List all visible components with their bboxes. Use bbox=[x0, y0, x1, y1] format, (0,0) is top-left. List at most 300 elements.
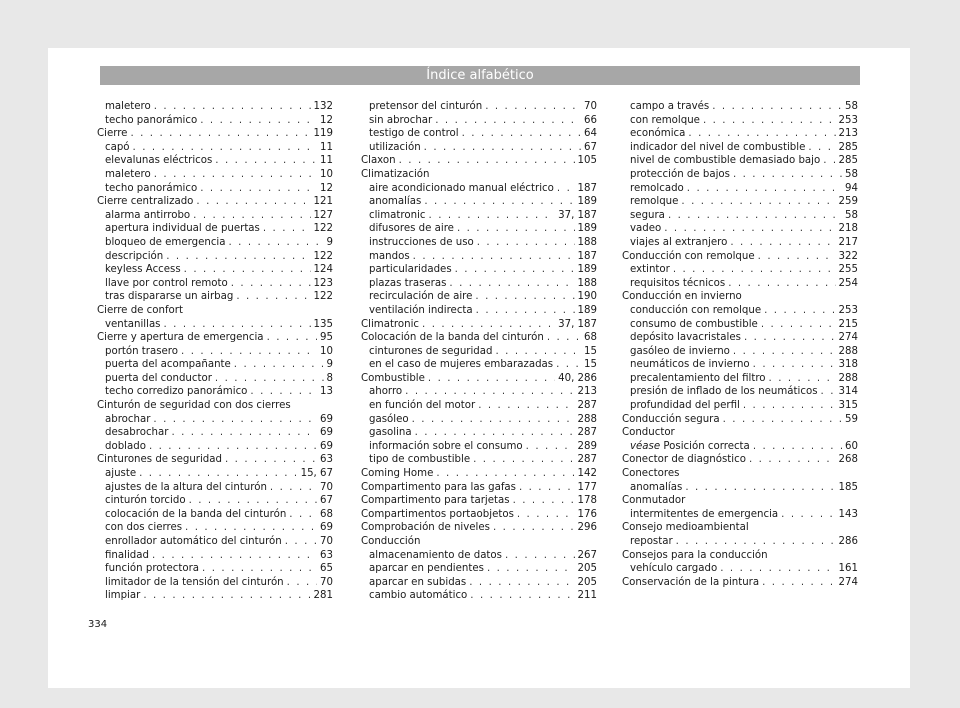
index-term: Comprobación de niveles bbox=[361, 522, 490, 534]
index-subentry bbox=[361, 549, 597, 563]
leader-dots bbox=[229, 236, 324, 250]
index-term: capó bbox=[105, 141, 130, 153]
page-reference: 69 bbox=[320, 413, 333, 425]
page-reference: 58 bbox=[845, 168, 858, 180]
leader-dots bbox=[469, 576, 574, 590]
index-subentry bbox=[361, 222, 597, 236]
page-reference: 177 bbox=[577, 481, 597, 493]
index-subentry bbox=[622, 209, 858, 223]
leader-dots bbox=[720, 562, 835, 576]
index-entry bbox=[361, 372, 597, 386]
leader-dots bbox=[415, 426, 575, 440]
index-subentry bbox=[622, 481, 858, 495]
page-reference: 15, 67 bbox=[300, 468, 333, 480]
index-term: particularidades bbox=[369, 264, 452, 276]
index-subentry bbox=[97, 345, 333, 359]
index-subentry bbox=[97, 589, 333, 603]
page-reference: 176 bbox=[577, 508, 597, 520]
page-reference: 255 bbox=[838, 264, 858, 276]
index-term: Compartimentos portaobjetos bbox=[361, 508, 514, 520]
index-subentry bbox=[622, 277, 858, 291]
index-term: ventilación indirecta bbox=[369, 304, 473, 316]
index-term: techo panorámico bbox=[105, 182, 198, 194]
index-term: Conservación de la pintura bbox=[622, 576, 760, 588]
index-term: Consejos para la conducción bbox=[622, 549, 768, 561]
page-reference: 296 bbox=[577, 522, 597, 534]
leader-dots bbox=[733, 345, 836, 359]
leader-dots bbox=[436, 467, 574, 481]
index-subentry bbox=[97, 318, 333, 332]
index-term: tras dispararse un airbag bbox=[105, 291, 234, 303]
page-reference: 217 bbox=[838, 236, 858, 248]
page-reference: 259 bbox=[838, 196, 858, 208]
leader-dots bbox=[744, 331, 836, 345]
page-reference: 59 bbox=[845, 413, 858, 425]
index-subentry bbox=[361, 127, 597, 141]
index-entry bbox=[97, 399, 333, 413]
index-subentry bbox=[361, 399, 597, 413]
index-term: campo a través bbox=[630, 101, 710, 112]
index-subentry bbox=[622, 141, 858, 155]
index-term: repostar bbox=[630, 536, 673, 547]
index-subentry bbox=[97, 182, 333, 196]
page-reference: 211 bbox=[577, 590, 597, 602]
index-term: vehículo cargado bbox=[630, 563, 718, 575]
page-reference: 15 bbox=[584, 359, 597, 371]
leader-dots bbox=[196, 195, 310, 209]
index-term: anomalías bbox=[630, 481, 683, 493]
index-term: remolque bbox=[630, 196, 679, 208]
page-reference: 127 bbox=[313, 209, 333, 221]
index-subentry bbox=[361, 385, 597, 399]
index-entry bbox=[622, 250, 858, 264]
page-reference: 268 bbox=[838, 454, 858, 466]
index-term: puerta del acompañante bbox=[105, 359, 231, 371]
leader-dots bbox=[688, 127, 835, 141]
leader-dots bbox=[184, 263, 311, 277]
leader-dots bbox=[130, 127, 310, 141]
page-reference: 254 bbox=[838, 277, 858, 289]
index-subentry bbox=[361, 263, 597, 277]
index-entry bbox=[361, 168, 597, 182]
leader-dots bbox=[429, 209, 556, 223]
page-reference: 318 bbox=[838, 359, 858, 371]
index-term: Cinturón de seguridad con dos cierres bbox=[97, 400, 291, 412]
index-subentry bbox=[622, 345, 858, 359]
index-entry bbox=[622, 576, 858, 590]
leader-dots bbox=[289, 508, 317, 522]
leader-dots bbox=[712, 100, 842, 114]
index-term: doblado bbox=[105, 440, 146, 452]
index-subentry bbox=[622, 331, 858, 345]
index-term: precalentamiento del filtro bbox=[630, 372, 766, 384]
leader-dots bbox=[668, 209, 842, 223]
index-subentry bbox=[97, 576, 333, 590]
index-entry bbox=[361, 481, 597, 495]
leader-dots bbox=[478, 399, 574, 413]
index-subentry bbox=[97, 100, 333, 114]
page-reference: 188 bbox=[577, 236, 597, 248]
index-term: aparcar en subidas bbox=[369, 576, 467, 588]
page-reference: 281 bbox=[313, 590, 333, 602]
leader-dots bbox=[424, 141, 581, 155]
index-term: alarma antirrobo bbox=[105, 209, 191, 221]
leader-dots bbox=[676, 535, 836, 549]
page-reference: 11 bbox=[320, 141, 333, 153]
index-subentry bbox=[97, 114, 333, 128]
page-reference: 68 bbox=[584, 332, 597, 344]
index-subentry bbox=[361, 345, 597, 359]
page-reference: 63 bbox=[320, 549, 333, 561]
page-reference: 68 bbox=[320, 508, 333, 520]
page-reference: 143 bbox=[838, 508, 858, 520]
index-term: en función del motor bbox=[369, 400, 476, 412]
index-term: almacenamiento de datos bbox=[369, 549, 502, 561]
index-term: Claxon bbox=[361, 155, 396, 167]
index-term: nivel de combustible demasiado bajo bbox=[630, 155, 821, 167]
leader-dots bbox=[762, 576, 835, 590]
page-reference: 213 bbox=[838, 128, 858, 140]
index-subentry bbox=[361, 304, 597, 318]
index-entry bbox=[361, 521, 597, 535]
page-reference: 189 bbox=[577, 196, 597, 208]
index-subentry bbox=[622, 535, 858, 549]
page-reference: 289 bbox=[577, 440, 597, 452]
index-term: desabrochar bbox=[105, 427, 169, 439]
index-subentry bbox=[361, 358, 597, 372]
index-entry bbox=[622, 494, 858, 508]
leader-dots bbox=[231, 277, 311, 291]
leader-dots bbox=[703, 114, 836, 128]
index-subentry bbox=[622, 236, 858, 250]
page-reference: 178 bbox=[577, 495, 597, 507]
index-term: climatronic bbox=[369, 209, 426, 221]
index-subentry bbox=[97, 290, 333, 304]
index-term: testigo de control bbox=[369, 128, 459, 140]
page-reference: 189 bbox=[577, 264, 597, 276]
leader-dots bbox=[517, 508, 575, 522]
index-term: pretensor del cinturón bbox=[369, 101, 483, 112]
leader-dots bbox=[267, 331, 317, 345]
index-entry bbox=[622, 290, 858, 304]
index-subentry bbox=[622, 440, 858, 454]
index-subentry bbox=[97, 250, 333, 264]
page-reference: 13 bbox=[320, 386, 333, 398]
leader-dots bbox=[202, 562, 317, 576]
index-term: tipo de combustible bbox=[369, 454, 471, 466]
index-column-2 bbox=[361, 100, 597, 603]
index-subentry bbox=[361, 141, 597, 155]
index-subentry bbox=[361, 440, 597, 454]
leader-dots bbox=[473, 453, 574, 467]
index-term: cambio automático bbox=[369, 590, 468, 602]
index-subentry bbox=[361, 209, 597, 223]
page-reference: 287 bbox=[577, 427, 597, 439]
page-reference: 188 bbox=[577, 277, 597, 289]
index-entry bbox=[622, 549, 858, 563]
index-term: profundidad del perfil bbox=[630, 400, 740, 412]
index-term: recirculación de aire bbox=[369, 291, 473, 303]
index-term: portón trasero bbox=[105, 345, 179, 357]
index-term: conducción con remolque bbox=[630, 304, 762, 316]
index-subentry bbox=[97, 385, 333, 399]
index-subentry bbox=[361, 589, 597, 603]
page-reference: 288 bbox=[577, 413, 597, 425]
index-entry bbox=[361, 467, 597, 481]
index-term: con dos cierres bbox=[105, 522, 183, 534]
page-reference: 95 bbox=[320, 332, 333, 344]
index-term: enrollador automático del cinturón bbox=[105, 536, 282, 547]
index-term: sin abrochar bbox=[369, 114, 433, 126]
leader-dots bbox=[457, 222, 575, 236]
index-term: con remolque bbox=[630, 114, 700, 126]
page-reference: 185 bbox=[838, 481, 858, 493]
index-subentry bbox=[361, 195, 597, 209]
leader-dots bbox=[185, 521, 317, 535]
index-subentry bbox=[97, 141, 333, 155]
page-reference: 10 bbox=[320, 345, 333, 357]
leader-dots bbox=[154, 168, 317, 182]
page-reference: 58 bbox=[845, 101, 858, 112]
index-subentry bbox=[97, 426, 333, 440]
leader-dots bbox=[761, 318, 836, 332]
leader-dots bbox=[687, 182, 842, 196]
index-term: Conducción bbox=[361, 536, 421, 547]
leader-dots bbox=[225, 453, 317, 467]
index-term: instrucciones de uso bbox=[369, 236, 474, 248]
index-term: Cinturones de seguridad bbox=[97, 454, 222, 466]
leader-dots bbox=[200, 114, 317, 128]
leader-dots bbox=[673, 263, 836, 277]
page-reference: 69 bbox=[320, 440, 333, 452]
index-entry bbox=[97, 304, 333, 318]
index-subentry bbox=[97, 467, 333, 481]
page-reference: 66 bbox=[584, 114, 597, 126]
index-term: Climatización bbox=[361, 168, 430, 180]
leader-dots bbox=[287, 576, 317, 590]
leader-dots bbox=[193, 209, 310, 223]
index-term: Colocación de la banda del cinturón bbox=[361, 332, 544, 344]
index-subentry bbox=[622, 182, 858, 196]
page-reference: 205 bbox=[577, 563, 597, 575]
page-reference: 161 bbox=[838, 563, 858, 575]
leader-dots bbox=[493, 521, 575, 535]
index-entry bbox=[622, 521, 858, 535]
index-entry bbox=[361, 508, 597, 522]
index-term: maletero bbox=[105, 168, 151, 180]
index-term: difusores de aire bbox=[369, 223, 454, 235]
page-reference: 322 bbox=[838, 250, 858, 262]
page-reference: 70 bbox=[584, 101, 597, 112]
index-term: Conducción con remolque bbox=[622, 250, 755, 262]
index-term: ajuste bbox=[105, 468, 137, 480]
page-reference: 94 bbox=[845, 182, 858, 194]
page-reference: 288 bbox=[838, 345, 858, 357]
leader-dots bbox=[164, 318, 311, 332]
index-term: mandos bbox=[369, 250, 410, 262]
index-term: intermitentes de emergencia bbox=[630, 508, 779, 520]
page-reference: 315 bbox=[838, 400, 858, 412]
leader-dots bbox=[769, 372, 836, 386]
index-term: bloqueo de emergencia bbox=[105, 236, 226, 248]
index-term: Consejo medioambiental bbox=[622, 522, 749, 534]
index-subentry bbox=[97, 562, 333, 576]
page-number: 334 bbox=[88, 619, 108, 630]
page-reference: 287 bbox=[577, 400, 597, 412]
leader-dots bbox=[181, 345, 317, 359]
index-term: segura bbox=[630, 209, 665, 221]
leader-dots bbox=[234, 358, 324, 372]
index-term: keyless Access bbox=[105, 264, 181, 276]
page-reference: 40, 286 bbox=[558, 372, 597, 384]
index-term: ventanillas bbox=[105, 318, 161, 330]
leader-dots bbox=[413, 250, 575, 264]
page-reference: 187 bbox=[577, 182, 597, 194]
index-subentry bbox=[97, 358, 333, 372]
index-term: económica bbox=[630, 128, 686, 140]
index-term: anomalías bbox=[369, 196, 422, 208]
leader-dots bbox=[250, 385, 317, 399]
index-term: limitador de la tensión del cinturón bbox=[105, 576, 284, 588]
leader-dots bbox=[476, 304, 575, 318]
index-entry bbox=[622, 467, 858, 481]
index-entry bbox=[97, 127, 333, 141]
index-subentry bbox=[97, 236, 333, 250]
index-term: Compartimento para tarjetas bbox=[361, 495, 510, 507]
page-reference: 63 bbox=[320, 454, 333, 466]
page-reference: 286 bbox=[838, 536, 858, 547]
index-subentry bbox=[622, 372, 858, 386]
page-reference: 60 bbox=[845, 440, 858, 452]
index-term: extintor bbox=[630, 264, 670, 276]
leader-dots bbox=[270, 481, 317, 495]
leader-dots bbox=[485, 100, 581, 114]
page-reference: 69 bbox=[320, 522, 333, 534]
index-term: vadeo bbox=[630, 223, 662, 235]
index-term: aire acondicionado manual eléctrico bbox=[369, 182, 554, 194]
leader-dots bbox=[399, 154, 575, 168]
index-term: cinturones de seguridad bbox=[369, 345, 493, 357]
index-entry bbox=[361, 318, 597, 332]
page-reference: 70 bbox=[320, 481, 333, 493]
leader-dots bbox=[556, 358, 581, 372]
page-reference: 274 bbox=[838, 576, 858, 588]
index-term: gasóleo bbox=[369, 413, 409, 425]
index-term: llave por control remoto bbox=[105, 277, 228, 289]
index-term: información sobre el consumo bbox=[369, 440, 523, 452]
index-term: en el caso de mujeres embarazadas bbox=[369, 359, 554, 371]
leader-dots bbox=[781, 508, 835, 522]
page-reference: 70 bbox=[320, 536, 333, 547]
index-subentry bbox=[622, 100, 858, 114]
index-entry bbox=[361, 154, 597, 168]
index-subentry bbox=[97, 372, 333, 386]
index-entry bbox=[361, 331, 597, 345]
page-reference: 123 bbox=[313, 277, 333, 289]
leader-dots bbox=[152, 549, 317, 563]
leader-dots bbox=[513, 494, 575, 508]
page-reference: 9 bbox=[326, 236, 333, 248]
page-reference: 314 bbox=[838, 386, 858, 398]
leader-dots bbox=[808, 141, 835, 155]
index-subentry bbox=[622, 127, 858, 141]
index-subentry bbox=[361, 426, 597, 440]
index-term: utilización bbox=[369, 141, 421, 153]
page-reference: 274 bbox=[838, 332, 858, 344]
index-subentry bbox=[97, 222, 333, 236]
index-subentry bbox=[361, 277, 597, 291]
page-reference: 69 bbox=[320, 427, 333, 439]
index-subentry bbox=[97, 154, 333, 168]
index-term: Conectores bbox=[622, 468, 680, 480]
index-term: Conducción en invierno bbox=[622, 291, 742, 303]
index-term: función protectora bbox=[105, 563, 200, 575]
page-reference: 37, 187 bbox=[558, 209, 597, 221]
leader-dots bbox=[821, 385, 836, 399]
leader-dots bbox=[685, 481, 835, 495]
index-subentry bbox=[97, 168, 333, 182]
index-term: Conector de diagnóstico bbox=[622, 454, 746, 466]
index-subentry bbox=[97, 440, 333, 454]
page-reference: 58 bbox=[845, 209, 858, 221]
leader-dots bbox=[733, 168, 842, 182]
leader-dots bbox=[681, 195, 835, 209]
page-reference: 213 bbox=[577, 386, 597, 398]
index-term: Coming Home bbox=[361, 468, 434, 480]
page-reference: 267 bbox=[577, 549, 597, 561]
index-entry bbox=[622, 413, 858, 427]
index-term: presión de inflado de los neumáticos bbox=[630, 386, 818, 398]
leader-dots bbox=[743, 399, 836, 413]
leader-dots bbox=[435, 114, 581, 128]
page-reference: 218 bbox=[838, 223, 858, 235]
index-subentry bbox=[361, 576, 597, 590]
index-subentry bbox=[622, 263, 858, 277]
leader-dots bbox=[424, 195, 574, 209]
index-term: apertura individual de puertas bbox=[105, 223, 260, 235]
index-subentry bbox=[97, 277, 333, 291]
page-reference: 12 bbox=[320, 114, 333, 126]
index-subentry bbox=[97, 549, 333, 563]
index-term: indicador del nivel de combustible bbox=[630, 141, 806, 153]
index-term: colocación de la banda del cinturón bbox=[105, 508, 287, 520]
index-term: plazas traseras bbox=[369, 277, 447, 289]
leader-dots bbox=[455, 263, 575, 277]
leader-dots bbox=[728, 277, 835, 291]
index-subentry bbox=[97, 535, 333, 549]
page-reference: 10 bbox=[320, 168, 333, 180]
page-reference: 122 bbox=[313, 223, 333, 235]
index-entry bbox=[361, 535, 597, 549]
index-term: protección de bajos bbox=[630, 168, 730, 180]
index-term: Climatronic bbox=[361, 318, 420, 330]
leader-dots bbox=[764, 304, 835, 318]
page-reference: 285 bbox=[838, 155, 858, 167]
leader-dots bbox=[505, 549, 575, 563]
leader-dots bbox=[139, 467, 297, 481]
page-reference: 132 bbox=[313, 101, 333, 112]
leader-dots bbox=[200, 182, 317, 196]
leader-dots bbox=[470, 589, 574, 603]
leader-dots bbox=[215, 372, 324, 386]
leader-dots bbox=[475, 290, 574, 304]
leader-dots bbox=[477, 236, 575, 250]
index-entry bbox=[97, 195, 333, 209]
page-reference: 64 bbox=[584, 128, 597, 140]
index-subentry bbox=[622, 304, 858, 318]
leader-dots bbox=[449, 277, 574, 291]
index-subentry bbox=[361, 453, 597, 467]
